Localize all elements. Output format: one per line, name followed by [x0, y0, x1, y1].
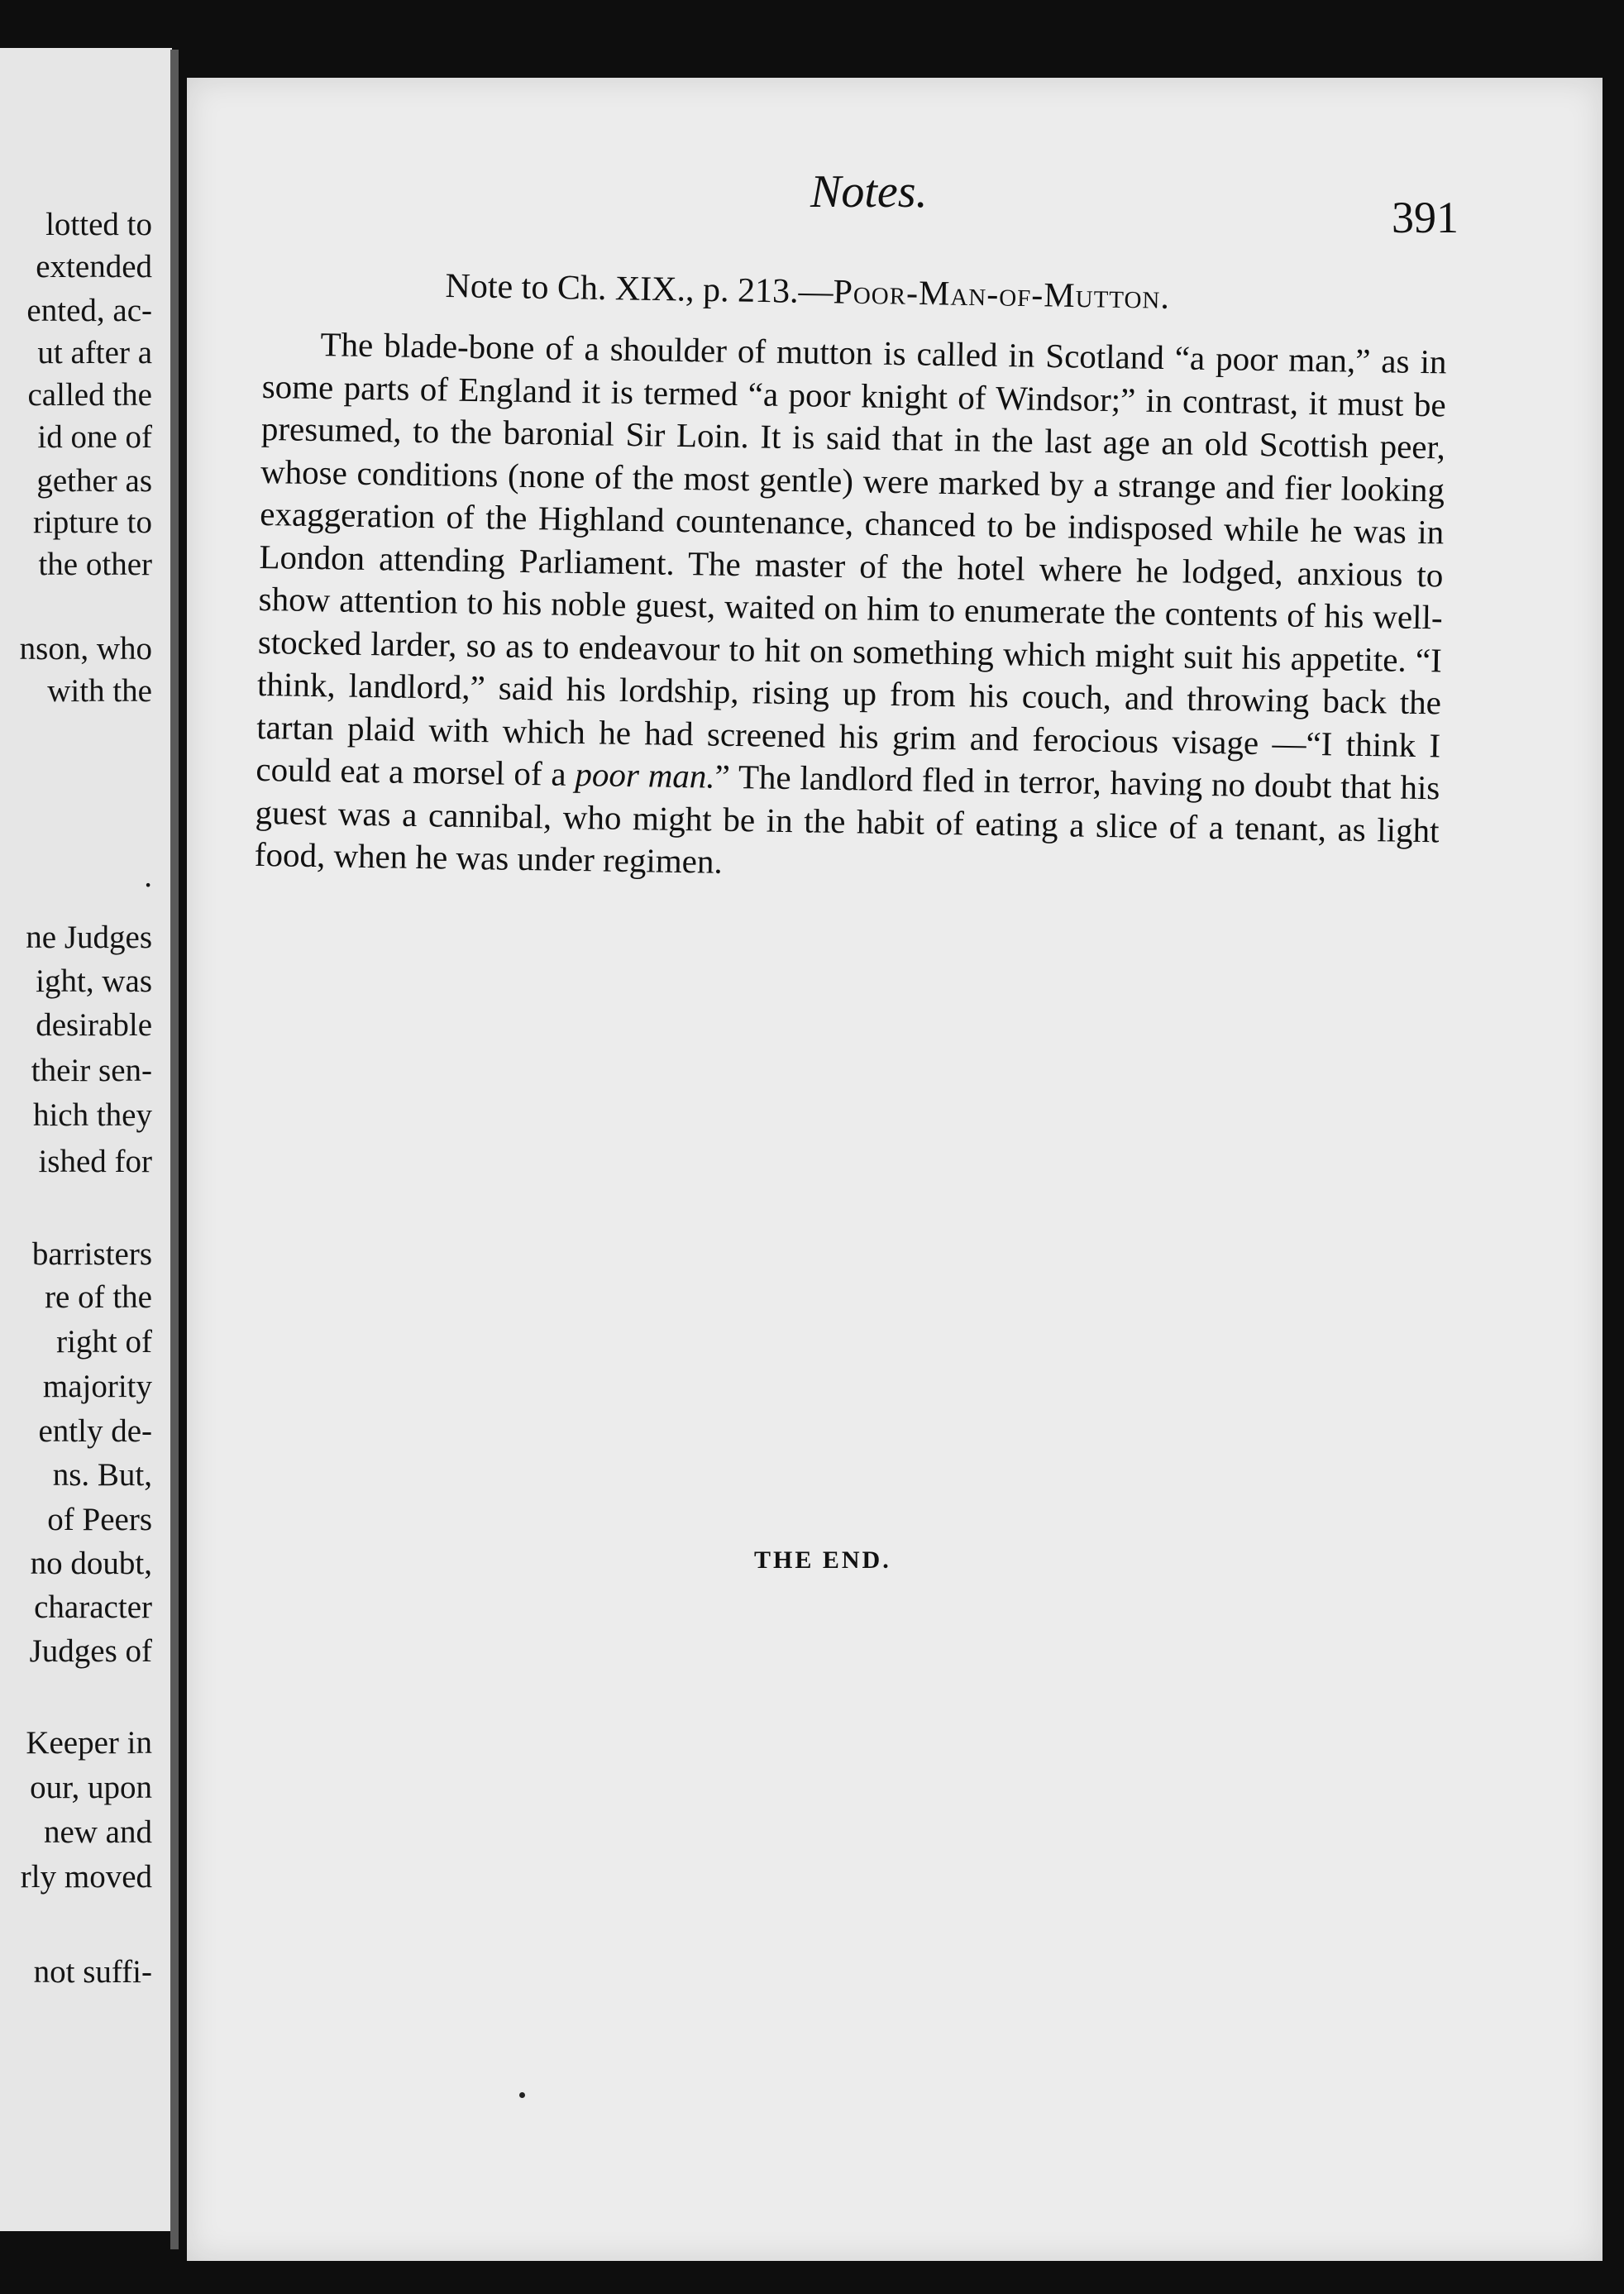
left-page-line: ight, was [36, 963, 152, 999]
book-spine [170, 50, 179, 2249]
left-page-line: called the [27, 377, 152, 413]
left-page-line: our, upon [30, 1770, 152, 1805]
left-page-line: Keeper in [26, 1725, 152, 1761]
left-page-line: nson, who [19, 631, 152, 667]
left-page-line: no doubt, [30, 1546, 152, 1581]
left-page-line: extended [36, 249, 152, 284]
running-head: Notes. [810, 166, 928, 217]
note-body [254, 323, 1446, 895]
left-page-line: rly moved [20, 1859, 152, 1895]
left-page-line: gether as [36, 463, 152, 499]
note-body-italic: poor man. [575, 755, 716, 796]
note-heading-title: Poor-Man-of-Mutton. [833, 273, 1171, 317]
left-page-line: with the [47, 673, 152, 709]
note-heading-prefix: Note to Ch. XIX., p. 213.— [445, 266, 833, 312]
left-page-line: ns. But, [52, 1457, 152, 1493]
left-page-line: . [144, 858, 152, 894]
left-page-line: desirable [36, 1007, 152, 1043]
left-page-line: hich they [32, 1097, 152, 1133]
left-page-line: right of [56, 1324, 152, 1360]
left-page-line: ently de- [38, 1413, 152, 1449]
left-page-line: of Peers [47, 1502, 152, 1537]
left-page-line: ne Judges [26, 920, 152, 955]
left-page-line: their sen- [31, 1053, 152, 1088]
left-page-line: re of the [45, 1279, 152, 1315]
left-page-line: barristers [31, 1236, 152, 1272]
ink-dot [519, 2092, 525, 2098]
left-page-line: not suffi- [33, 1954, 152, 1990]
page-number: 391 [1392, 193, 1459, 242]
left-page-line: majority [42, 1369, 152, 1404]
left-page-line: lotted to [45, 207, 152, 242]
left-page-line: ripture to [32, 504, 152, 540]
left-page-line: new and [43, 1814, 152, 1850]
left-page-line: ished for [38, 1144, 152, 1179]
note-body-text-end: ” The landlord fled in terror, having no doubt that his guest was a cannibal, who might be in the habit of eating a slice of a tenant, as light food, when he was under regimen. [254, 757, 1440, 881]
left-page-line: the other [38, 547, 152, 582]
note-body-text: The blade-bone of a shoulder of mutton is called in Scotland “a poor man,” as in some parts of England it is termed “a poor knight of Windsor;” in contrast, it must be presumed, to the baronial Sir Loin. It is said that in the last age an old Scottish peer, whose conditions (none of the most gentle) were marked by a strange and fier looking exaggeration of the Highland countenance, chanced to be indisposed while he was in London attending Parliament. The master of the hotel where he lodged, anxious to show attention to his noble guest, waited on him to enumerate the contents of his well-stocked larder, so as to endeavour to hit on something which might suit his appetite. “I think, landlord,” said his lordship, rising up from his couch, and throwing back the tartan plaid with which he had screened his grim and ferocious visage —“I think I could eat a morsel of a [256, 325, 1447, 793]
left-page-line: ut after a [37, 335, 152, 370]
left-page-line: ented, ac- [26, 293, 152, 328]
left-page-line: character [34, 1589, 152, 1625]
left-page-line: Judges of [29, 1633, 152, 1669]
left-page-line: id one of [37, 419, 152, 455]
the-end: THE END. [754, 1546, 891, 1574]
left-page [0, 48, 172, 2231]
